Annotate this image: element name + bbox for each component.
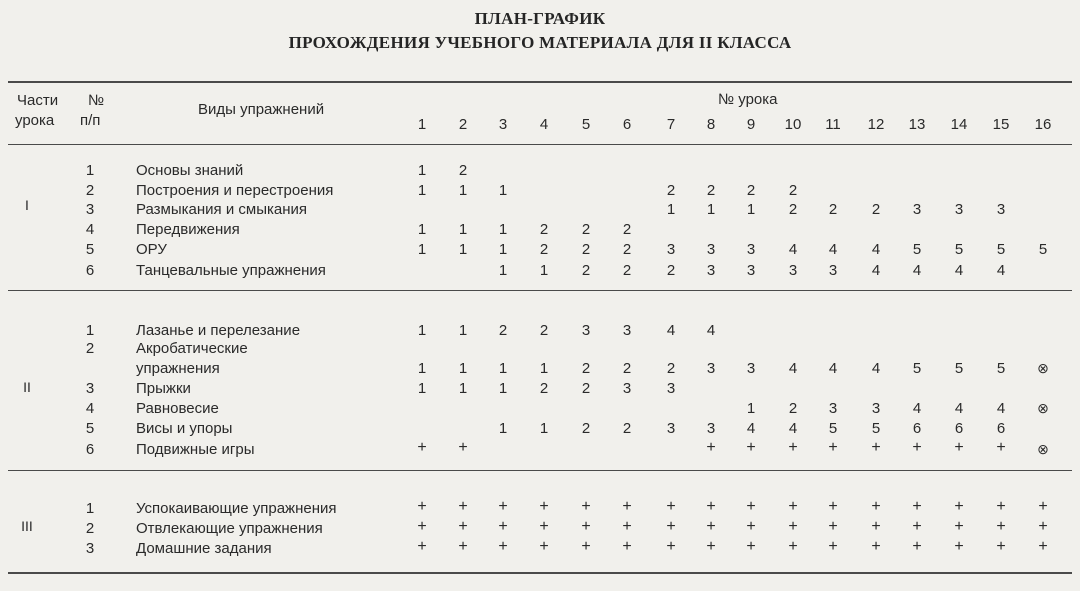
lesson-cell: 1 (706, 201, 716, 218)
exercise-name: Танцевальные упражнения (136, 262, 326, 279)
exercise-name: Лазанье и перелезание (136, 322, 301, 339)
lesson-cell: 2 (622, 420, 632, 437)
lesson-number-2: 2 (458, 116, 468, 133)
lesson-cell: 3 (746, 241, 756, 258)
lesson-number-9: 9 (746, 116, 756, 133)
lesson-cell: 2 (622, 360, 632, 377)
lesson-cell: + (1038, 518, 1048, 535)
lesson-cell: + (458, 439, 468, 456)
lesson-cell: 1 (417, 360, 427, 377)
lesson-number-12: 12 (867, 116, 885, 133)
lesson-cell: + (912, 538, 922, 555)
lesson-cell: 3 (706, 360, 716, 377)
lesson-cell: + (828, 538, 838, 555)
exercise-name: Построения и перестроения (136, 182, 334, 199)
lesson-cell: + (746, 518, 756, 535)
lesson-cell: + (828, 498, 838, 515)
lesson-cell: 4 (788, 241, 798, 258)
lesson-cell: 4 (996, 400, 1006, 417)
lesson-cell: 3 (622, 322, 632, 339)
lesson-number-13: 13 (908, 116, 926, 133)
row-number: 1 (85, 162, 95, 179)
lesson-cell: + (539, 538, 549, 555)
lesson-number-4: 4 (539, 116, 549, 133)
header-lesson: № урока (718, 91, 778, 108)
lesson-cell: 4 (788, 420, 798, 437)
lesson-cell: 3 (706, 420, 716, 437)
bottom-rule (8, 572, 1072, 574)
lesson-cell: + (788, 498, 798, 515)
lesson-cell: 1 (498, 360, 508, 377)
row-number: 2 (85, 182, 95, 199)
lesson-cell: 2 (746, 182, 756, 199)
lesson-cell: 5 (996, 360, 1006, 377)
lesson-cell: 5 (912, 360, 922, 377)
lesson-cell: 2 (498, 322, 508, 339)
lesson-number-6: 6 (622, 116, 632, 133)
lesson-cell: 1 (458, 360, 468, 377)
lesson-cell: 1 (417, 182, 427, 199)
lesson-cell: 5 (1038, 241, 1048, 258)
row-number: 2 (85, 520, 95, 537)
lesson-cell: 4 (746, 420, 756, 437)
lesson-cell: 3 (666, 420, 676, 437)
lesson-cell: + (666, 518, 676, 535)
lesson-number-10: 10 (784, 116, 802, 133)
exercise-name: Подвижные игры (136, 441, 255, 458)
lesson-cell: 2 (622, 241, 632, 258)
lesson-cell: + (1038, 538, 1048, 555)
lesson-cell: 5 (828, 420, 838, 437)
lesson-cell: + (746, 498, 756, 515)
lesson-cell: 2 (539, 380, 549, 397)
lesson-cell: 2 (581, 420, 591, 437)
row-number: 5 (85, 420, 95, 437)
lesson-cell: 4 (871, 360, 881, 377)
lesson-cell: + (1038, 498, 1048, 515)
lesson-cell: 5 (954, 241, 964, 258)
lesson-cell: + (666, 538, 676, 555)
lesson-cell: 2 (788, 182, 798, 199)
lesson-cell: 2 (871, 201, 881, 218)
header-rule (8, 144, 1072, 145)
lesson-cell: + (912, 498, 922, 515)
title-line-2: ПРОХОЖДЕНИЯ УЧЕБНОГО МАТЕРИАЛА ДЛЯ II КЛАССА (288, 33, 792, 52)
lesson-cell: 2 (581, 262, 591, 279)
lesson-cell: 3 (706, 241, 716, 258)
lesson-cell: + (996, 518, 1006, 535)
lesson-cell: ⊗ (1037, 400, 1049, 416)
lesson-cell: 2 (666, 182, 676, 199)
lesson-cell: 3 (788, 262, 798, 279)
top-rule (8, 81, 1072, 83)
lesson-cell: + (417, 518, 427, 535)
lesson-number-7: 7 (666, 116, 676, 133)
lesson-cell: 4 (954, 262, 964, 279)
part-label: I (25, 197, 29, 213)
exercise-name: Отвлекающие упражнения (136, 520, 323, 537)
lesson-cell: + (912, 518, 922, 535)
lesson-cell: + (539, 518, 549, 535)
lesson-cell: 1 (498, 380, 508, 397)
lesson-cell: 2 (788, 400, 798, 417)
lesson-cell: + (871, 498, 881, 515)
lesson-cell: 1 (458, 221, 468, 238)
lesson-cell: 4 (996, 262, 1006, 279)
header-num: № (88, 92, 105, 109)
lesson-cell: + (622, 538, 632, 555)
lesson-cell: + (912, 439, 922, 456)
row-number: 1 (85, 500, 95, 517)
lesson-cell: 3 (912, 201, 922, 218)
lesson-cell: 1 (498, 182, 508, 199)
lesson-cell: + (458, 538, 468, 555)
lesson-cell: 1 (417, 241, 427, 258)
lesson-cell: 1 (746, 201, 756, 218)
lesson-cell: 1 (539, 262, 549, 279)
lesson-number-16: 16 (1034, 116, 1052, 133)
lesson-cell: 1 (417, 221, 427, 238)
lesson-cell: 2 (581, 380, 591, 397)
lesson-cell: 3 (828, 262, 838, 279)
lesson-cell: 4 (828, 360, 838, 377)
lesson-cell: + (706, 498, 716, 515)
lesson-cell: 1 (417, 162, 427, 179)
lesson-cell: ⊗ (1037, 360, 1049, 376)
lesson-cell: 2 (581, 360, 591, 377)
lesson-cell: + (996, 538, 1006, 555)
lesson-cell: + (622, 498, 632, 515)
lesson-cell: 4 (828, 241, 838, 258)
lesson-cell: 2 (539, 221, 549, 238)
lesson-cell: + (581, 498, 591, 515)
lesson-cell: 3 (746, 360, 756, 377)
lesson-cell: + (788, 538, 798, 555)
header-parts-2: урока (15, 112, 55, 129)
lesson-cell: + (498, 518, 508, 535)
lesson-cell: + (871, 518, 881, 535)
lesson-cell: 2 (458, 162, 468, 179)
lesson-cell: 1 (746, 400, 756, 417)
exercise-name: Равновесие (136, 400, 219, 417)
lesson-cell: 2 (788, 201, 798, 218)
lesson-cell: 1 (498, 420, 508, 437)
lesson-cell: + (706, 439, 716, 456)
lesson-cell: 1 (666, 201, 676, 218)
lesson-cell: + (954, 439, 964, 456)
lesson-cell: + (417, 538, 427, 555)
lesson-cell: 4 (788, 360, 798, 377)
lesson-cell: + (746, 538, 756, 555)
lesson-number-14: 14 (950, 116, 968, 133)
row-number: 3 (85, 201, 95, 218)
exercise-name: Успокаивающие упражнения (136, 500, 337, 517)
lesson-cell: + (788, 439, 798, 456)
lesson-cell: 1 (498, 241, 508, 258)
lesson-cell: + (458, 518, 468, 535)
lesson-cell: 3 (828, 400, 838, 417)
row-number: 4 (85, 400, 95, 417)
lesson-cell: 3 (996, 201, 1006, 218)
row-number: 1 (85, 322, 95, 339)
lesson-cell: 6 (996, 420, 1006, 437)
lesson-cell: 2 (706, 182, 716, 199)
lesson-cell: 5 (912, 241, 922, 258)
exercise-name: Домашние задания (136, 540, 272, 557)
lesson-number-15: 15 (992, 116, 1010, 133)
lesson-cell: + (417, 498, 427, 515)
lesson-cell: + (954, 518, 964, 535)
lesson-cell: 4 (912, 262, 922, 279)
exercise-name: Акробатические (136, 340, 248, 357)
lesson-cell: 3 (954, 201, 964, 218)
lesson-cell: 1 (458, 380, 468, 397)
exercise-name-cont: упражнения (136, 360, 220, 377)
row-number: 5 (85, 241, 95, 258)
lesson-cell: 5 (954, 360, 964, 377)
lesson-cell: 1 (498, 221, 508, 238)
part-label: II (23, 379, 31, 395)
lesson-cell: 1 (417, 380, 427, 397)
lesson-cell: 4 (706, 322, 716, 339)
lesson-cell: + (539, 498, 549, 515)
lesson-number-1: 1 (417, 116, 427, 133)
exercise-name: Висы и упоры (136, 420, 233, 437)
lesson-cell: + (746, 439, 756, 456)
lesson-cell: + (581, 538, 591, 555)
part-label: III (21, 518, 33, 534)
lesson-number-3: 3 (498, 116, 508, 133)
section-rule-2 (8, 470, 1072, 471)
lesson-cell: 2 (666, 262, 676, 279)
lesson-cell: 6 (912, 420, 922, 437)
lesson-cell: + (954, 538, 964, 555)
lesson-cell: + (788, 518, 798, 535)
lesson-cell: 1 (539, 420, 549, 437)
exercise-name: Основы знаний (136, 162, 244, 179)
lesson-cell: + (996, 498, 1006, 515)
lesson-cell: 2 (539, 322, 549, 339)
lesson-cell: 3 (746, 262, 756, 279)
lesson-cell: 4 (912, 400, 922, 417)
lesson-cell: + (666, 498, 676, 515)
lesson-cell: 3 (871, 400, 881, 417)
row-number: 3 (85, 540, 95, 557)
lesson-cell: + (871, 439, 881, 456)
lesson-cell: 3 (622, 380, 632, 397)
lesson-cell: ⊗ (1037, 441, 1049, 457)
lesson-cell: + (996, 439, 1006, 456)
lesson-cell: 2 (622, 262, 632, 279)
row-number: 3 (85, 380, 95, 397)
row-number: 4 (85, 221, 95, 238)
header-num-2: п/п (80, 112, 101, 129)
header-kinds: Виды упражнений (198, 101, 325, 118)
lesson-number-5: 5 (581, 116, 591, 133)
lesson-cell: 1 (458, 322, 468, 339)
lesson-cell: 2 (539, 241, 549, 258)
row-number: 2 (85, 340, 95, 357)
lesson-cell: + (828, 518, 838, 535)
lesson-cell: + (954, 498, 964, 515)
exercise-name: Размыкания и смыкания (136, 201, 307, 218)
lesson-cell: 1 (417, 322, 427, 339)
exercise-name: Прыжки (136, 380, 191, 397)
lesson-cell: 4 (871, 241, 881, 258)
lesson-cell: 2 (828, 201, 838, 218)
lesson-cell: + (458, 498, 468, 515)
lesson-cell: 1 (539, 360, 549, 377)
title-line-1: ПЛАН-ГРАФИК (474, 9, 606, 28)
lesson-cell: 1 (498, 262, 508, 279)
lesson-cell: 2 (622, 221, 632, 238)
lesson-cell: + (706, 518, 716, 535)
exercise-name: ОРУ (136, 241, 167, 258)
lesson-cell: 2 (581, 241, 591, 258)
lesson-cell: 6 (954, 420, 964, 437)
lesson-cell: + (498, 498, 508, 515)
lesson-cell: 1 (458, 182, 468, 199)
lesson-cell: + (417, 439, 427, 456)
lesson-cell: 4 (871, 262, 881, 279)
row-number: 6 (85, 441, 95, 458)
lesson-cell: 4 (954, 400, 964, 417)
lesson-cell: 4 (666, 322, 676, 339)
lesson-cell: + (706, 538, 716, 555)
lesson-number-11: 11 (825, 116, 841, 133)
lesson-cell: 5 (996, 241, 1006, 258)
lesson-cell: 3 (706, 262, 716, 279)
lesson-cell: 2 (666, 360, 676, 377)
lesson-cell: 3 (666, 380, 676, 397)
section-rule-1 (8, 290, 1072, 291)
header-parts: Части (17, 92, 59, 109)
lesson-cell: + (871, 538, 881, 555)
lesson-cell: 3 (666, 241, 676, 258)
exercise-name: Передвижения (136, 221, 240, 238)
row-number: 6 (85, 262, 95, 279)
lesson-cell: + (828, 439, 838, 456)
lesson-cell: + (622, 518, 632, 535)
lesson-cell: 3 (581, 322, 591, 339)
lesson-cell: + (498, 538, 508, 555)
lesson-cell: 2 (581, 221, 591, 238)
lesson-cell: 1 (458, 241, 468, 258)
lesson-cell: 5 (871, 420, 881, 437)
lesson-number-8: 8 (706, 116, 716, 133)
lesson-cell: + (581, 518, 591, 535)
